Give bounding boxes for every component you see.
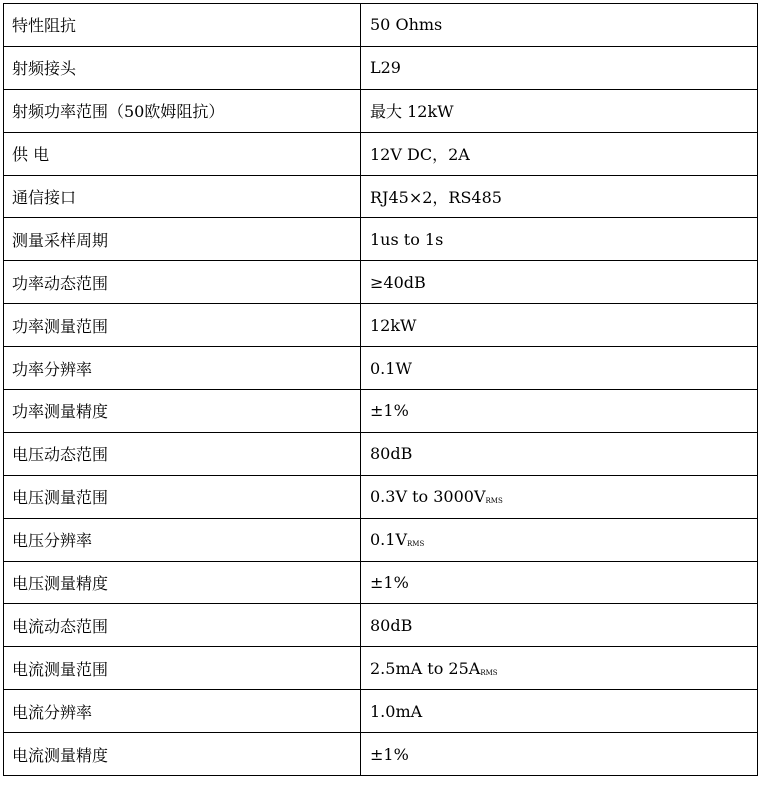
param-label: 电流动态范围 (4, 604, 361, 647)
param-value: 最大 12kW (361, 89, 758, 132)
param-value: ≥40dB (361, 261, 758, 304)
param-label: 电流测量范围 (4, 647, 361, 690)
param-value: 0.1VRMS (361, 518, 758, 561)
table-row (4, 390, 758, 433)
spec-table (3, 3, 758, 776)
table-row (4, 733, 758, 776)
table-row (4, 304, 758, 347)
table-row (4, 432, 758, 475)
param-label: 电流测量精度 (4, 733, 361, 776)
param-value: 80dB (361, 604, 758, 647)
param-value: 12kW (361, 304, 758, 347)
unit-subscript: RMS (407, 540, 425, 549)
table-row (4, 261, 758, 304)
param-label: 功率分辨率 (4, 347, 361, 390)
param-value: 80dB (361, 432, 758, 475)
param-value: RJ45×2，RS485 (361, 175, 758, 218)
param-label: 通信接口 (4, 175, 361, 218)
param-label: 电流分辨率 (4, 690, 361, 733)
table-row (4, 561, 758, 604)
param-value: ±1% (361, 733, 758, 776)
param-value: 1us to 1s (361, 218, 758, 261)
param-label: 电压测量精度 (4, 561, 361, 604)
param-value: 50 Ohms (361, 4, 758, 47)
table-row (4, 518, 758, 561)
param-value: 1.0mA (361, 690, 758, 733)
param-label: 电压动态范围 (4, 432, 361, 475)
table-row (4, 4, 758, 47)
table-row (4, 46, 758, 89)
table-row (4, 175, 758, 218)
table-row (4, 475, 758, 518)
param-label: 射频接头 (4, 46, 361, 89)
param-value: ±1% (361, 390, 758, 433)
param-label: 供 电 (4, 132, 361, 175)
param-label: 特性阻抗 (4, 4, 361, 47)
param-value: 12V DC，2A (361, 132, 758, 175)
param-value: ±1% (361, 561, 758, 604)
param-value: 2.5mA to 25ARMS (361, 647, 758, 690)
table-row (4, 132, 758, 175)
param-value: 0.3V to 3000VRMS (361, 475, 758, 518)
table-row (4, 89, 758, 132)
table-row (4, 347, 758, 390)
table-row (4, 647, 758, 690)
param-label: 功率测量精度 (4, 390, 361, 433)
table-row (4, 218, 758, 261)
param-label: 电压分辨率 (4, 518, 361, 561)
param-label: 测量采样周期 (4, 218, 361, 261)
table-row (4, 604, 758, 647)
param-label: 功率动态范围 (4, 261, 361, 304)
param-label: 射频功率范围（50欧姆阻抗） (4, 89, 361, 132)
param-label: 功率测量范围 (4, 304, 361, 347)
param-value: 0.1W (361, 347, 758, 390)
param-value: L29 (361, 46, 758, 89)
unit-subscript: RMS (485, 497, 503, 506)
param-label: 电压测量范围 (4, 475, 361, 518)
table-row (4, 690, 758, 733)
unit-subscript: RMS (480, 668, 498, 677)
